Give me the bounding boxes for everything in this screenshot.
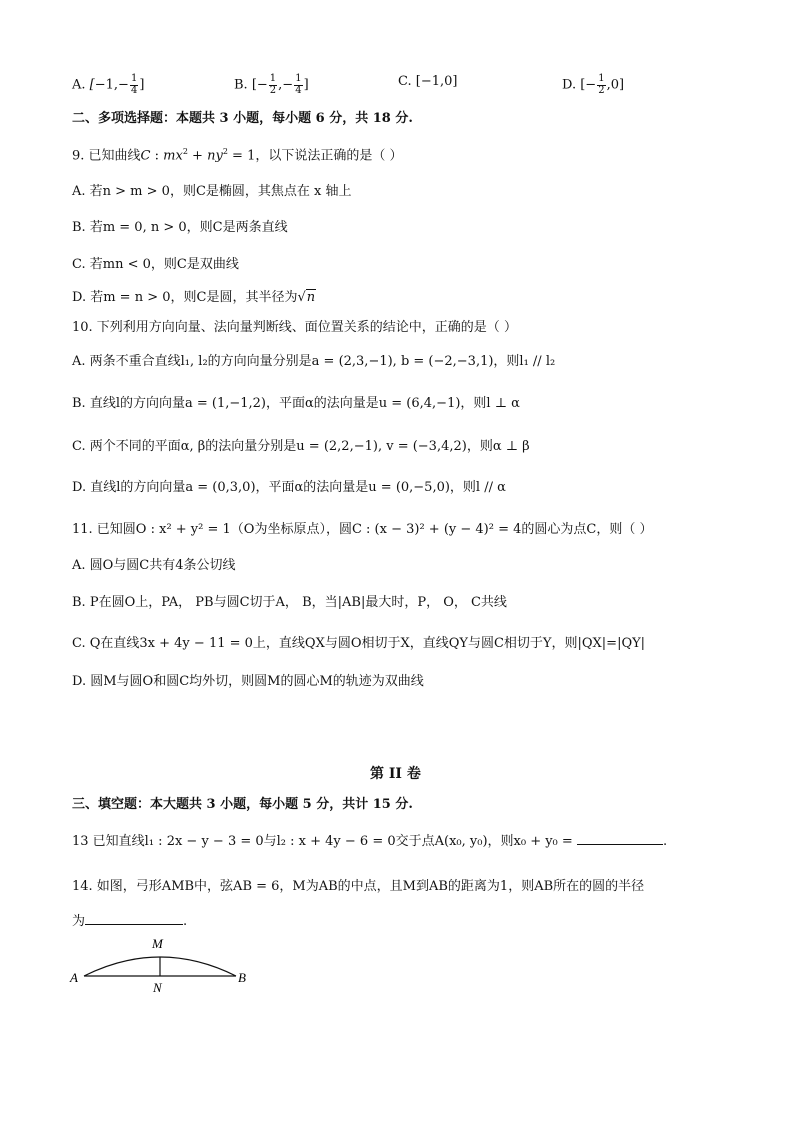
q10-option-a: A. 两条不重合直线l₁, l₂的方向向量分别是a = (2,3,−1), b = (−2,−3,1)，则l₁ // l₂ (72, 354, 556, 369)
q8-option-c-label: C. (398, 74, 416, 89)
q14-line2-pre: 为 (72, 914, 86, 929)
q10-option-c: C. 两个不同的平面α, β的法向量分别是u = (2,2,−1), v = (−3,4,2)，则α ⊥ β (72, 439, 530, 454)
q8-option-a: A. [−1,− $\frac{1}{4}$ ] (72, 73, 145, 96)
bow-figure (66, 930, 256, 996)
q8-option-b: B. [− $\frac{1}{2}$ ,− $\frac{1}{4}$ ] (234, 73, 309, 96)
q11-option-d: D. 圆M与圆O和圆C均外切，则圆M的圆心M的轨迹为双曲线 (72, 674, 424, 689)
q14-line1: 14. 如图，弓形AMB中，弦AB = 6，M为AB的中点，且M到AB的距离为1，则AB所在的圆的半径 (72, 879, 645, 894)
label-n: N (153, 980, 162, 995)
q8-option-d-label: D. (562, 77, 581, 93)
q9-option-d: D. 若m = n > 0，则C是圆，其半径为√n (72, 290, 316, 305)
q9-stem-pre: 9. 已知曲线 (72, 148, 141, 164)
q14-line2-end: . (183, 914, 188, 929)
part2-title: 第 II 卷 (370, 766, 421, 782)
q14-answer-blank[interactable] (85, 914, 183, 925)
q14-line2 (72, 914, 187, 928)
q10-option-d: D. 直线l的方向向量a = (0,3,0)，平面α的法向量是u = (0,−5,0)，则l // α (72, 480, 506, 495)
q10-option-b: B. 直线l的方向向量a = (1,−1,2)，平面α的法向量是u = (6,4,−1)，则l ⊥ α (72, 396, 520, 411)
q9-option-b: B. 若m = 0, n > 0，则C是两条直线 (72, 220, 288, 235)
q10-stem: 10. 下列利用方向向量、法向量判断线、面位置关系的结论中，正确的是（ ） (72, 320, 517, 335)
q9-option-d-text: D. 若m = n > 0，则C是圆，其半径为 (72, 290, 298, 305)
q8-option-d: D. [− $\frac{1}{2}$ ,0] (562, 73, 625, 96)
q11-option-a: A. 圆O与圆C共有4条公切线 (72, 558, 236, 573)
q9-stem-post: ，以下说法正确的是（ ） (255, 148, 403, 164)
q13-end: . (662, 834, 668, 849)
section2-heading: 二、多项选择题：本题共 3 小题，每小题 6 分，共 18 分. (72, 111, 413, 126)
q11-stem: 11. 已知圆O : x² + y² = 1（O为坐标原点），圆C : (x − 3)² + (y − 4)² = 4的圆心为点C，则（ ） (72, 522, 653, 537)
q13-answer-blank[interactable] (577, 834, 663, 845)
q11-option-c: C. Q在直线3x + 4y − 11 = 0上，直线QX与圆O相切于X，直线QY与圆C相切于Y，则|QX|=|QY| (72, 636, 646, 651)
q8-option-b-label: B. (234, 77, 252, 93)
q9-option-c: C. 若mn < 0，则C是双曲线 (72, 257, 239, 272)
q9-stem: 9. 已知曲线C : $mx^2 + ny^2 = 1$，以下说法正确的是（ ） (72, 147, 403, 164)
q8-option-c (398, 74, 457, 89)
q13 (72, 834, 667, 848)
q13-text: 13 已知直线l₁ : 2x − y − 3 = 0与l₂ : x + 4y − 6 = 0交于点A(x₀, y₀)，则x₀ + y₀ = (72, 834, 577, 849)
label-m: M (152, 936, 163, 951)
q9-option-a: A. 若n > m > 0，则C是椭圆，其焦点在 x 轴上 (72, 184, 352, 199)
label-b: B (238, 970, 246, 985)
q8-option-c-text: [−1,0] (415, 74, 458, 89)
section3-heading: 三、填空题：本大题共 3 小题，每小题 5 分，共计 15 分. (72, 797, 413, 812)
label-a: A (70, 970, 78, 985)
q8-option-a-label: A. (72, 77, 90, 93)
q11-option-b: B. P在圆O上，PA， PB与圆C切于A， B，当|AB|最大时，P， O， C共线 (72, 595, 507, 610)
